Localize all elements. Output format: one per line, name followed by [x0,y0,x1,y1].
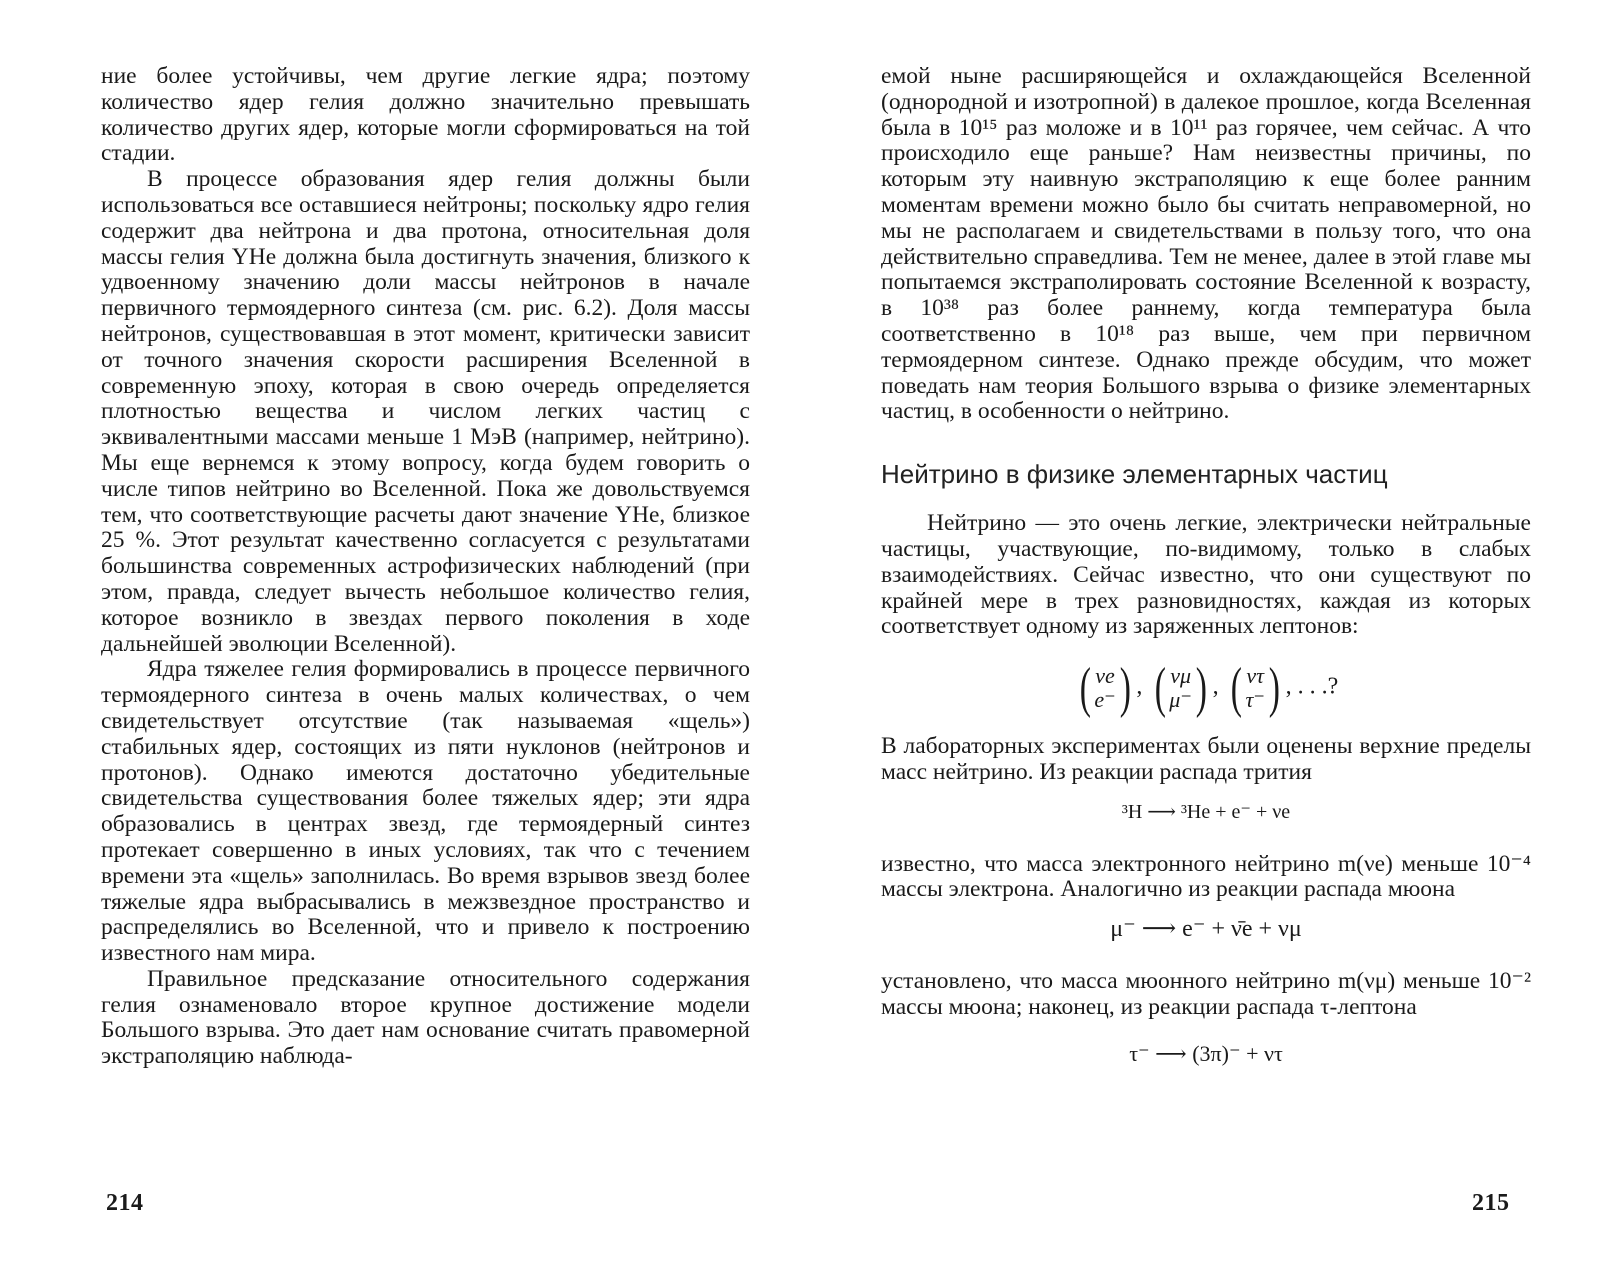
paragraph: Ядра тяжелее гелия формировались в процессе первичного термоядерного синтеза в очень малых количествах, о чем свидетельствует отсутствие (так называемая «щель») стабильных ядер, состоящих из пяти нуклонов (нейтронов и протонов). Однако имеются достаточно убедительные свидетельства существования более тяжелых ядер; эти ядра образовались в центрах звезд, где термоядерный синтез протекает совершенно в иных условиях, так что с течением времени эта «щель» заполнилась. Во время взрывов звезд более тяжелые ядра выбрасывались в межзвездное пространство и распределялись во Вселенной, что и привело к построению известного нам мира. [101,656,750,967]
left-paren: ( [1154,657,1166,720]
doublet-top: ντ [1246,663,1265,689]
doublets-tail: , . . .? [1285,673,1339,700]
muon-decay-formula: μ⁻ ⟶ e⁻ + ν̄e + νμ [1110,916,1302,943]
right-text-column [881,64,1531,1066]
left-text-column [101,64,750,1070]
right-paren: ) [1119,657,1131,720]
right-page [800,0,1600,1283]
paragraph: известно, что масса электронного нейтрино m(νe) меньше 10⁻⁴ массы электрона. Аналогично из реакции распада мюона [881,850,1531,903]
page-number: 215 [1472,1190,1510,1216]
doublet-bottom: e⁻ [1094,687,1116,713]
tau-decay-formula: τ⁻ ⟶ (3π)⁻ + ντ [1129,1040,1283,1066]
doublet-top: νe [1095,663,1115,689]
section-title: Нейтрино в физике элементарных частиц [881,459,1388,490]
left-paren: ( [1079,657,1091,720]
doublet-bottom: μ⁻ [1169,687,1192,713]
left-paren: ( [1230,657,1242,720]
paragraph: ние более устойчивы, чем другие легкие ядра; поэтому количество ядер гелия должно значительно превышать количество других ядер, которые могли сформироваться на той стадии. [101,63,750,167]
paragraph: Нейтрино — это очень легкие, электрически нейтральные частицы, участвующие, по-видимому, только в слабых взаимодействиях. Сейчас известно, что они существуют по крайней мере в трех разновидностях, каждая из которых соответствует одному из заряженных лептонов: [881,510,1531,640]
doublet-top: νμ [1170,663,1192,689]
page-number: 214 [106,1190,144,1216]
doublet-bottom: τ⁻ [1245,687,1265,713]
tritium-decay-formula: ³H ⟶ ³He + e⁻ + νe [1121,800,1291,823]
lepton-doublet [1151,657,1211,720]
lepton-doublet [1076,657,1135,720]
paragraph: емой ныне расширяющейся и охлаждающейся Вселенной (однородной и изотропной) в далекое прошлое, когда Вселенная была в 10¹⁵ раз моложе и в 10¹¹ раз горячее, чем сейчас. А что происходило еще раньше? Нам неизвестны причины, по которым эту наивную экстраполяцию к еще более ранним моментам времени можно было бы считать неправомерной, но мы не располагаем и свидетельствами в пользу того, что она действительно справедлива. Тем не менее, далее в этой главе мы попытаемся экстраполировать состояние Вселенной к возрасту, в 10³⁸ раз более раннему, когда температура была соответственно в 10¹⁸ раз выше, чем при первичном термоядерном синтезе. Однако прежде обсудим, что может поведать нам теория Большого взрыва о физике элементарных частиц, в особенности о нейтрино. [881,63,1531,425]
lepton-doublet [1227,657,1284,720]
paragraph: установлено, что масса мюонного нейтрино m(νμ) меньше 10⁻² массы мюона; наконец, из реакции распада τ-лептона [881,967,1531,1020]
paragraph: В процессе образования ядер гелия должны были использоваться все оставшиеся нейтроны; поскольку ядро гелия содержит два нейтрона и два протона, относительная доля массы гелия YHe должна была достигнуть значения, близкого к удвоенному значению доли массы нейтронов в начале первичного термоядерного синтеза (см. рис. 6.2). Доля массы нейтронов, существовавшая в этот момент, критически зависит от точного значения скорости расширения Вселенной в современную эпоху, которая в свою очередь определяется плотностью вещества и числом легких частиц с эквивалентными массами меньше 1 МэВ (например, нейтрино). Мы еще вернемся к этому вопросу, когда будем говорить о числе типов нейтрино во Вселенной. Пока же довольствуемся тем, что соответствующие расчеты дают значение YHe, близкое 25 %. Этот результат качественно согласуется с результатами большинства современных астрофизических наблюдений (при этом, правда, следует вычесть небольшое количество гелия, которое возникло в звездах первого поколения в ходе дальнейшей эволюции Вселенной). [101,166,750,657]
right-paren: ) [1195,657,1207,720]
lepton-doublets-formula: ( νe e⁻ ) , ( νμ μ⁻ ) , ( ντ τ⁻ ) , . . .? [881,660,1531,716]
paragraph: Правильное предсказание относительного содержания гелия ознаменовало второе крупное достижение модели Большого взрыва. Это дает нам основание считать правомерной экстраполяцию наблюда- [101,965,750,1070]
paragraph: В лабораторных экспериментах были оценены верхние пределы масс нейтрино. Из реакции распада трития [881,733,1531,785]
right-paren: ) [1268,657,1280,720]
